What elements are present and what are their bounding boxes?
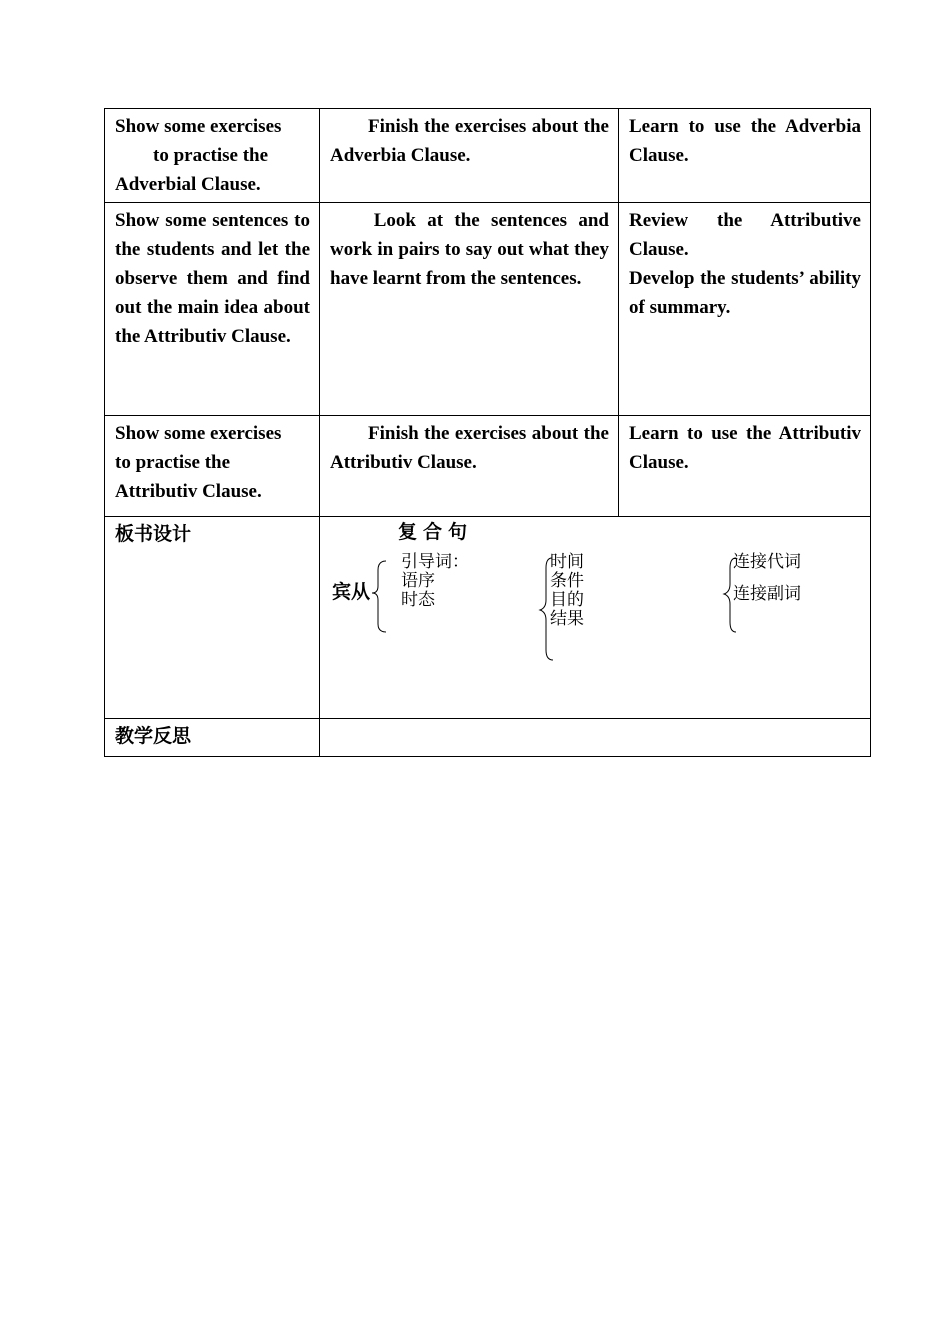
table-row	[105, 203, 871, 416]
table-row	[105, 517, 871, 719]
board-diagram	[320, 520, 870, 716]
board-root-label: 宾从	[332, 581, 371, 603]
lesson-plan-table	[104, 108, 871, 757]
board-design-cell	[320, 517, 871, 719]
teacher-activity-line: Attributiv Clause.	[115, 481, 262, 502]
teacher-activity-line: Show some exercises	[115, 116, 282, 137]
table-row	[105, 109, 871, 203]
teacher-activity-line: to practise the	[115, 452, 231, 473]
board-branch3-item: 连接代词	[733, 552, 801, 572]
teacher-activity-line: Show some exercises	[115, 423, 282, 444]
board-branch2-item: 条件	[550, 571, 584, 591]
purpose-text: Learn to use the Adverbia Clause.	[629, 116, 861, 166]
board-branch1-item: 语序	[401, 571, 435, 591]
board-design-label-cell	[105, 517, 320, 719]
student-activity-text: Look at the sentences and work in pairs to say out what they have learnt from the sentences.	[330, 210, 609, 289]
board-branch2-item: 目的	[550, 590, 584, 610]
teacher-activity-text: Show some sentences to the students and let the observe them and find out the main idea about the Attributiv Clause.	[115, 210, 310, 347]
purpose-text: Develop the students’ ability of summary.	[629, 268, 861, 318]
board-branch2-item: 时间	[550, 552, 584, 572]
teacher-activity-line: to practise the	[153, 145, 269, 166]
table-row	[105, 719, 871, 757]
board-branch2-item: 结果	[550, 609, 584, 629]
teacher-activity-line: Adverbial Clause.	[115, 174, 261, 195]
teacher-activity-cell	[105, 203, 320, 416]
purpose-text: Review the Attributive Clause.	[629, 210, 861, 260]
brace-1	[372, 561, 386, 632]
teacher-activity-cell	[105, 416, 320, 517]
student-activity-cell	[320, 416, 619, 517]
reflection-label-cell	[105, 719, 320, 757]
student-activity-cell	[320, 203, 619, 416]
board-branch3-item: 连接副词	[733, 584, 801, 604]
teacher-activity-cell	[105, 109, 320, 203]
purpose-cell	[619, 416, 871, 517]
board-title: 复合句	[398, 521, 474, 543]
purpose-cell	[619, 109, 871, 203]
brace-lines	[320, 520, 870, 716]
reflection-content-cell	[320, 719, 871, 757]
student-activity-text: Finish the exercises about the Attributiv Clause.	[330, 423, 609, 473]
student-activity-cell	[320, 109, 619, 203]
student-activity-text: Finish the exercises about the Adverbia Clause.	[330, 116, 609, 166]
board-branch1-item: 时态	[401, 590, 435, 610]
board-branch1-item: 引导词：	[401, 552, 469, 572]
purpose-text: Learn to use the Attributiv Clause.	[629, 423, 861, 473]
table-row	[105, 416, 871, 517]
board-design-label: 板书设计	[115, 523, 192, 545]
reflection-label: 教学反思	[115, 725, 192, 747]
purpose-cell	[619, 203, 871, 416]
